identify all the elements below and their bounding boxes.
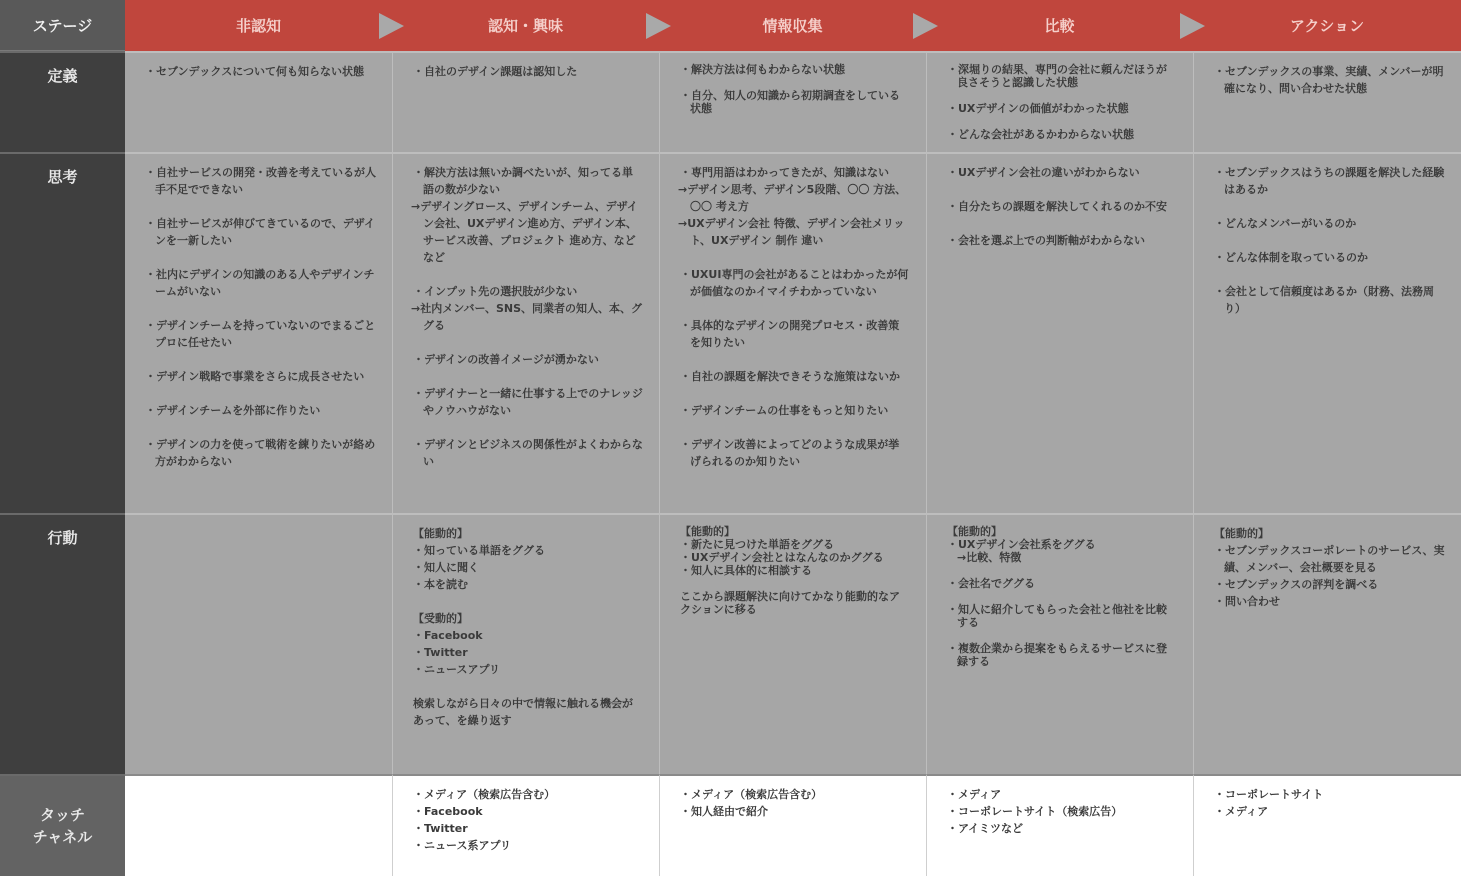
list-heading: 【受動的】 [413,612,468,625]
list-item: ・Facebook [413,805,483,818]
touch-cell [392,774,659,876]
row-label-definition: 定義 [0,51,125,152]
list-item: ・自分、知人の知識から初期調査をしている状態 [680,89,900,115]
list-item: ・どんな会社があるかわからない状態 [947,128,1134,141]
stage-comparison [926,0,1193,51]
list-item: ・デザインチームを外部に作りたい [145,404,321,417]
list-item: ・自社の課題を解決できそうな施策はないか [680,370,900,383]
list-item: ・自分たちの課題を解決してくれるのか不安 [947,200,1167,213]
stage-label: 認知・興味 [487,17,563,35]
touch-cell [659,774,926,876]
stage-label: 情報収集 [762,17,823,35]
note-text: ここから課題解決に向けてかなり能動的なアクションに移る [680,590,900,616]
list-item: ・解決方法は何もわからない状態 [680,63,845,76]
list-item: ・自社サービスの開発・改善を考えているが人手不足でできない [145,166,376,196]
stage-action [1193,0,1461,51]
list-item: ・セブンデックスについて何も知らない状態 [145,65,365,78]
list-item: ・具体的なデザインの開発プロセス・改善策を知りたい [680,319,900,349]
definition-cell [392,51,659,152]
list-item: ・デザインとビジネスの関係性がよくわからない [413,438,643,468]
thinking-cell [125,152,392,513]
row-label-touch-channel: タッチ チャネル [0,774,125,876]
action-cell [1193,513,1461,774]
list-heading: 【能動的】 [1214,527,1269,540]
touch-cell [926,774,1193,876]
list-item: ・どんな体制を取っているのか [1214,251,1368,264]
stage-arrow-icon [646,13,671,39]
list-item: ・メディア（検索広告含む） [680,788,823,801]
thinking-cell [926,152,1193,513]
list-heading: 【能動的】 [947,525,1002,538]
list-item: ・デザインの力を使って戦術を練りたいが絡め方がわからない [145,438,376,468]
stage-header-label: ステージ [0,0,125,51]
action-cell [125,513,392,774]
list-item: ・問い合わせ [1214,595,1280,608]
action-cell [926,513,1193,774]
list-item: ・新たに見つけた単語をググる [680,538,834,551]
list-item: ・会社として信頼度はあるか（財務、法務周り） [1214,285,1434,315]
list-item: ・Twitter [413,646,468,659]
list-item: ・どんなメンバーがいるのか [1214,217,1357,230]
list-item: →比較、特徴 [957,551,1022,564]
stage-arrow-icon [379,13,404,39]
list-item: ・知人に紹介してもらった会社と他社を比較する [947,603,1167,629]
list-item: ・ニュース系アプリ [413,839,512,852]
list-item: ・メディア（検索広告含む） [413,788,556,801]
list-item: ・デザイナーと一緒に仕事する上でのナレッジやノウハウがない [413,387,643,417]
stage-unaware [125,0,392,51]
row-label-thinking: 思考 [0,152,125,513]
definition-cell [926,51,1193,152]
list-item: ・知人経由で紹介 [680,805,768,818]
list-item: →デザイングロース、デザインチーム、デザイン会社、UXデザイン進め方、デザイン本、サービス改善、プロジェクト 進め方、などなど [411,200,638,264]
list-item: ・会社名でググる [947,577,1035,590]
list-item: ・メディア [947,788,1002,801]
list-item: ・デザイン戦略で事業をさらに成長させたい [145,370,365,383]
row-label-action: 行動 [0,513,125,774]
list-item: ・複数企業から提案をもらえるサービスに登録する [947,642,1167,668]
list-item: ・自社のデザイン課題は認知した [413,65,578,78]
list-item: →社内メンバー、SNS、同業者の知人、本、ググる [411,302,643,332]
list-item: ・UXデザイン会社とはなんなのかググる [680,551,884,564]
list-item: ・UXデザイン会社系をググる [947,538,1096,551]
action-cell [392,513,659,774]
stage-arrow-icon [1180,13,1205,39]
list-item: ・自社サービスが伸びてきているので、デザインを一新したい [145,217,376,247]
list-item: ・セブンデックスの事業、実績、メンバーが明確になり、問い合わせた状態 [1214,65,1444,95]
list-item: ・UXデザインの価値がわかった状態 [947,102,1129,115]
list-item: ・ニュースアプリ [413,663,501,676]
list-item: ・知人に具体的に相談する [680,564,812,577]
list-heading: 【能動的】 [413,527,468,540]
list-item: ・メディア [1214,805,1269,818]
list-heading: 【能動的】 [680,525,735,538]
stage-label: 比較 [1044,17,1075,35]
list-item: ・アイミツなど [947,822,1024,835]
list-item: ・コーポレートサイト [1214,788,1324,801]
list-item: ・セブンデックスはうちの課題を解決した経験はあるか [1214,166,1445,196]
stage-arrow-icon [913,13,938,39]
list-item: ・会社を選ぶ上での判断軸がわからない [947,234,1145,247]
list-item: ・解決方法は無いか調べたいが、知ってる単語の数が少ない [413,166,633,196]
definition-cell [1193,51,1461,152]
list-item: ・デザイン改善によってどのような成果が挙げられるのか知りたい [680,438,900,468]
list-item: ・知人に聞く [413,561,479,574]
list-item: ・セブンデックスの評判を調べる [1214,578,1379,591]
list-item: ・デザインの改善イメージが湧かない [413,353,599,366]
thinking-cell [659,152,926,513]
thinking-cell [392,152,659,513]
list-item: ・専門用語はわかってきたが、知識はない [680,166,889,179]
list-item: ・セブンデックスコーポレートのサービス、実績、メンバー、会社概要を見る [1214,544,1445,574]
list-item: ・インプット先の選択肢が少ない [413,285,578,298]
list-item: ・深堀りの結果、専門の会社に頼んだほうが良さそうと認識した状態 [947,63,1167,89]
list-item: →デザイン思考、デザイン5段階、〇〇 方法、〇〇 考え方 [678,183,907,213]
stage-research [659,0,926,51]
definition-cell [659,51,926,152]
list-item: ・社内にデザインの知識のある人やデザインチームがいない [145,268,375,298]
list-item: ・UXデザイン会社の違いがわからない [947,166,1140,179]
list-item: ・Facebook [413,629,483,642]
list-item: ・UXUI専門の会社があることはわかったが何が価値なのかイマイチわかっていない [680,268,909,298]
list-item: ・知っている単語をググる [413,544,545,557]
definition-cell [125,51,392,152]
note-text: 検索しながら日々の中で情報に触れる機会があって、を繰り返す [413,697,633,727]
touch-cell [125,774,392,876]
list-item: ・デザインチームの仕事をもっと知りたい [680,404,889,417]
stage-label: 非認知 [235,17,281,35]
action-cell [659,513,926,774]
stage-awareness [392,0,659,51]
list-item: ・本を読む [413,578,468,591]
stage-label: アクション [1289,17,1365,35]
list-item: →UXデザイン会社 特徴、デザイン会社メリット、UXデザイン 制作 違い [678,217,905,247]
touch-cell [1193,774,1461,876]
list-item: ・Twitter [413,822,468,835]
list-item: ・デザインチームを持っていないのでまるごとプロに任せたい [145,319,376,349]
list-item: ・コーポレートサイト（検索広告） [947,805,1123,818]
thinking-cell [1193,152,1461,513]
